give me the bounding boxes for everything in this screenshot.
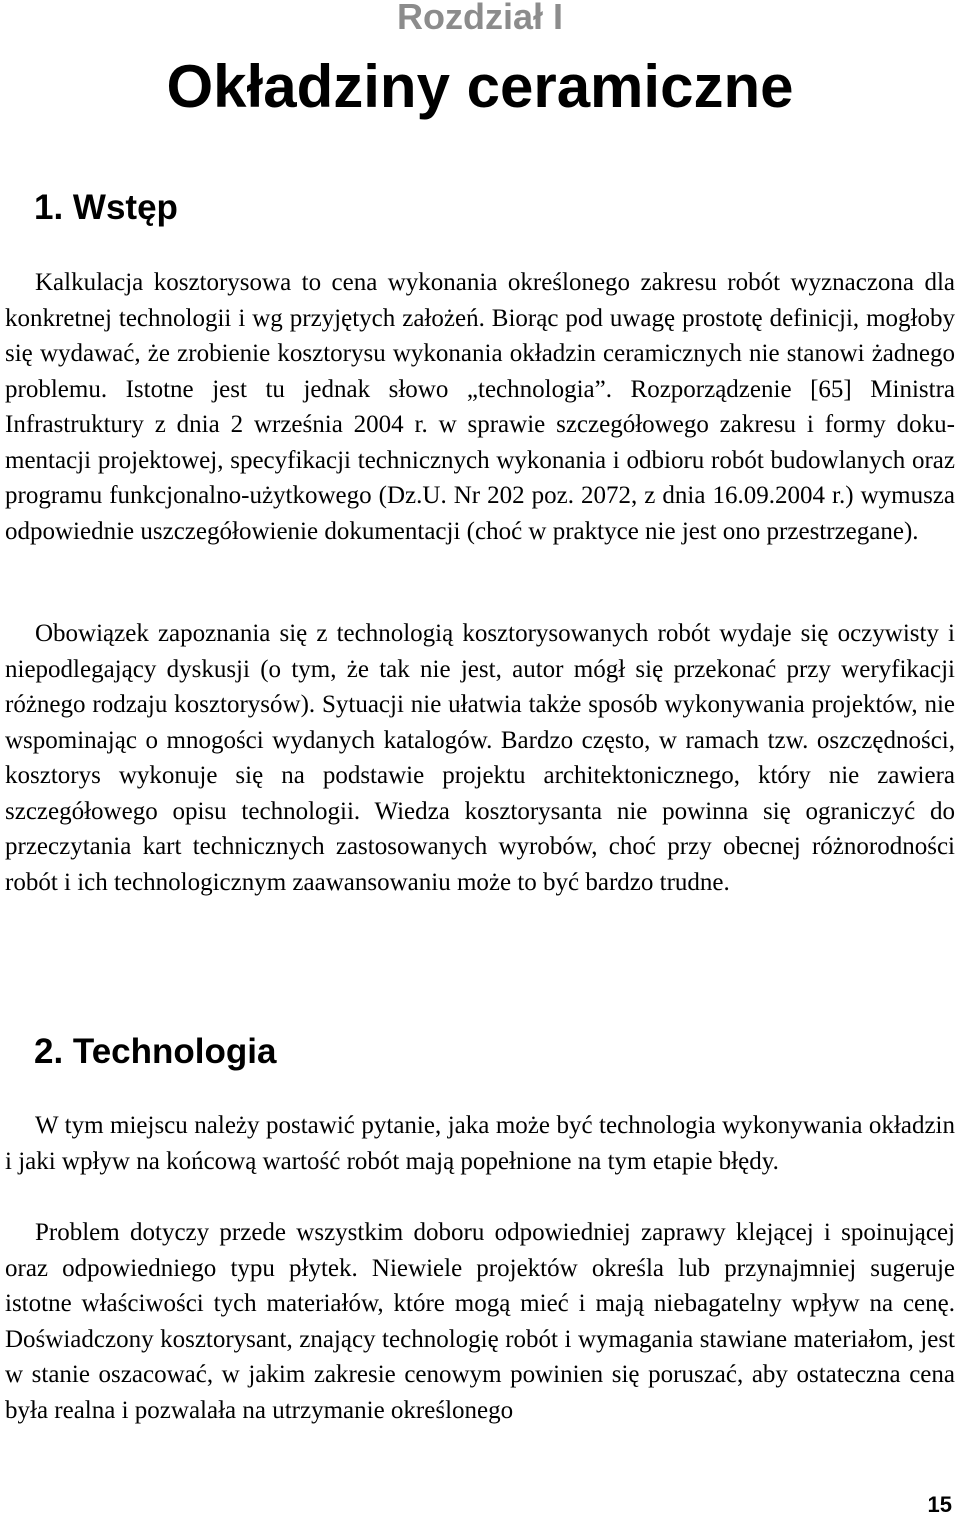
paragraph-technology-1: W tym miejscu należy postawić pytanie, jaka może być technologia wykonywania okładzin i jaki wpływ na końcową wartość robót mają popełnione na tym etapie błędy. (5, 1112, 955, 1175)
paragraph-technology-2: Problem dotyczy przede wszystkim doboru odpowiedniej zaprawy klejącej i spoinującej oraz odpowiedniego typu płytek. Niewiele projektów określa lub przynajmniej sugeruje istotne właściwości tych materiałów, które mogą mieć i mają niebagatelny wpływ na cenę. Doświadczony kosztorysant, znający technologię robót i wymagania stawiane materiałom, jest w stanie oszacować, w jakim zakresie cenowym powinien się poruszać, aby ostateczna cena była realna i pozwalała na utrzymanie określonego (5, 1219, 955, 1424)
section-heading-intro: 1. Wstęp (34, 188, 178, 227)
section-heading-technology: 2. Technologia (34, 1032, 277, 1071)
paragraph-intro-1: Kalkulacja kosztorysowa to cena wykonania określonego zakresu robót wyznaczona dla konkretnej technologii i wg przyjętych założeń. Biorąc pod uwagę prostotę definicji, mogłoby się wydawać, że zrobienie kosztorysu wykonania okładzin ceramicznych nie stanowi żadnego problemu. Istotne jest tu jednak słowo „technologia”. Rozporządzenie [65] Ministra Infrastruktury z dnia 2 września 2004 r. w sprawie szczegółowego zakresu i formy dokumentacji projektowej, specyfikacji technicznych wykonania i odbioru robót budowlanych oraz programu funkcjonalno-użytkowego (Dz.U. Nr 202 poz. 2072, z dnia 16.09.2004 r.) wymusza odpowiednie uszczegółowienie dokumentacji (choć w praktyce nie jest ono przestrzegane). (5, 269, 955, 545)
chapter-label: Rozdział I (396, 0, 563, 37)
page-number: 15 (927, 1492, 952, 1517)
paragraph-intro-2: Obowiązek zapoznania się z technologią kosztorysowanych robót wydaje się oczywisty i niepodlegający dyskusji (o tym, że tak nie jest, autor mógł się przekonać przy weryfikacji różnego rodzaju kosztorysów). Sytuacji nie ułatwia także sposób wykonywania projektów, nie wspominając o mnogości wydanych katalogów. Bardzo często, w ramach tzw. oszczędności, kosztorys wykonuje się na podstawie projektu architektonicznego, który nie zawiera szczegółowego opisu technologii. Wiedza kosztorysanta nie powinna się ograniczyć do przeczytania kart technicznych zastosowanych wyrobów, choć przy obecnej różnorodności robót i ich technologicznym zaawansowaniu może to być bardzo trudne. (5, 620, 955, 896)
chapter-title: Okładziny ceramiczne (166, 53, 794, 120)
